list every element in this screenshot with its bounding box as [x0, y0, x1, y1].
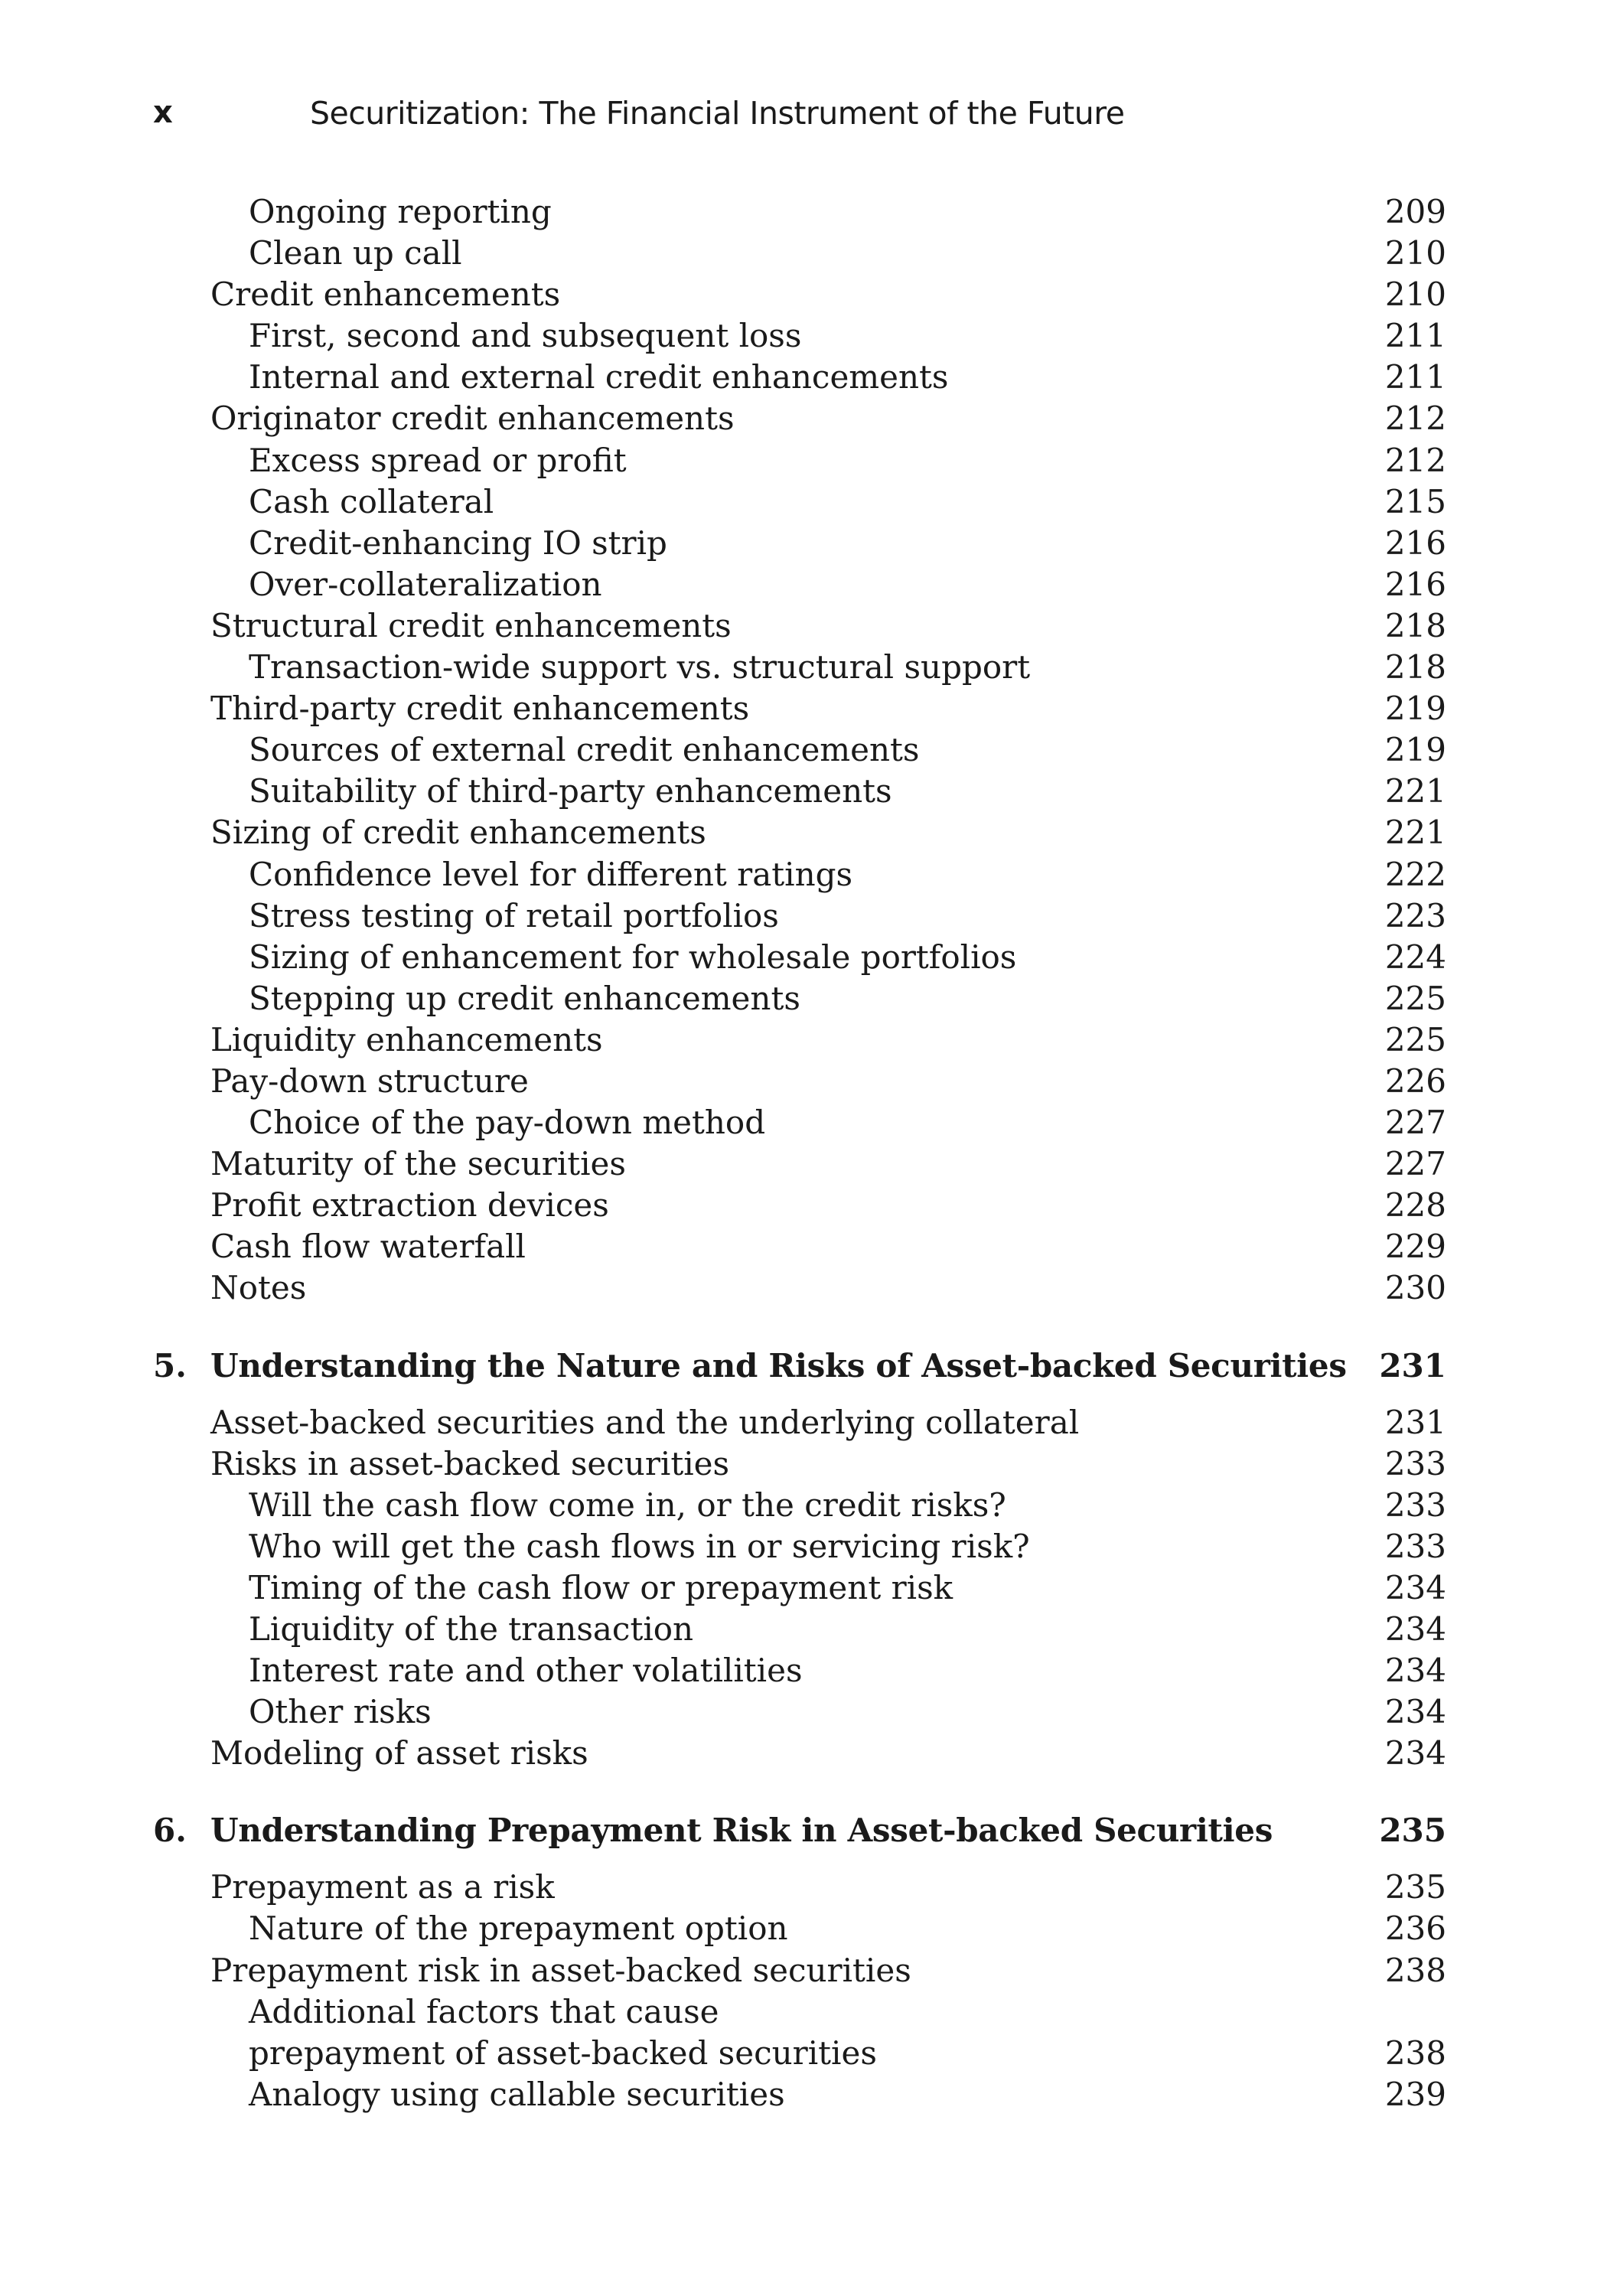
- chapter-page-number: 235: [1379, 1812, 1446, 1850]
- toc-entry-page: 216: [1384, 565, 1446, 603]
- toc-entry[interactable]: [0, 771, 1607, 812]
- toc-entry-label: Other risks: [249, 1693, 432, 1731]
- toc-entry[interactable]: [0, 647, 1607, 688]
- toc-entry[interactable]: [0, 688, 1607, 729]
- toc-entry-label: Will the cash flow come in, or the credit risks?: [249, 1486, 1006, 1524]
- toc-entry[interactable]: [0, 1226, 1607, 1267]
- toc-entry-page: 230: [1384, 1269, 1446, 1307]
- toc-entry-label: Interest rate and other volatilities: [249, 1652, 803, 1690]
- toc-entry[interactable]: [0, 481, 1607, 523]
- toc-entry-label: Ongoing reporting: [249, 193, 552, 230]
- toc-entry[interactable]: [0, 1185, 1607, 1226]
- toc-entry-page: 219: [1384, 731, 1446, 769]
- toc-entry-page: 216: [1384, 523, 1446, 562]
- toc-entry-page: 238: [1384, 1951, 1446, 1989]
- toc-entry[interactable]: [0, 1443, 1607, 1485]
- toc-entry[interactable]: [0, 233, 1607, 274]
- toc-entry-label: Prepayment as a risk: [210, 1868, 555, 1906]
- toc-entry-label: Maturity of the securities: [210, 1145, 626, 1183]
- toc-entry[interactable]: [0, 274, 1607, 315]
- toc-entry-label: Sizing of credit enhancements: [210, 814, 706, 852]
- toc-entry[interactable]: [0, 1691, 1607, 1733]
- toc-entry-page: 233: [1384, 1527, 1446, 1565]
- toc-entry[interactable]: [0, 854, 1607, 895]
- toc-entry[interactable]: [0, 1402, 1607, 1443]
- toc-entry[interactable]: [0, 1609, 1607, 1650]
- toc-entry[interactable]: [0, 978, 1607, 1019]
- toc-entry-page: 227: [1384, 1145, 1446, 1183]
- toc-entry-label: Suitability of third-party enhancements: [249, 772, 892, 810]
- chapter-title: Understanding Prepayment Risk in Asset-backed Securities: [210, 1812, 1273, 1850]
- toc-entry-label: Timing of the cash flow or prepayment risk: [249, 1568, 953, 1606]
- toc-section-chapter4-continued: [0, 191, 1607, 1309]
- toc-entry-label: Prepayment risk in asset-backed securities: [210, 1951, 911, 1989]
- toc-entry[interactable]: [0, 191, 1607, 233]
- toc-entry[interactable]: [0, 1567, 1607, 1609]
- toc-entry[interactable]: [0, 1061, 1607, 1102]
- toc-section-chapter5: [0, 1402, 1607, 1775]
- toc-entry[interactable]: [0, 605, 1607, 647]
- toc-entry-page: 234: [1384, 1610, 1446, 1648]
- toc-entry-page: 215: [1384, 482, 1446, 520]
- toc-entry-page: 222: [1384, 855, 1446, 893]
- toc-entry-label: Over-collateralization: [249, 565, 602, 603]
- toc-entry[interactable]: [0, 1267, 1607, 1309]
- toc-entry-label: Internal and external credit enhancements: [249, 358, 949, 396]
- toc-entry-page: 236: [1384, 1910, 1446, 1948]
- toc-entry-page: 238: [1384, 2033, 1446, 2072]
- toc-entry-page: 218: [1384, 648, 1446, 687]
- toc-entry[interactable]: [0, 1733, 1607, 1774]
- toc-entry-label: Additional factors that cause: [249, 1992, 719, 2030]
- chapter-page-number: 231: [1379, 1346, 1446, 1384]
- toc-entry-page: 221: [1384, 814, 1446, 852]
- toc-entry-label: First, second and subsequent loss: [249, 317, 802, 355]
- toc-entry[interactable]: [0, 2074, 1607, 2115]
- toc-entry-page: 234: [1384, 1652, 1446, 1690]
- toc-entry[interactable]: [0, 1102, 1607, 1143]
- toc-entry[interactable]: [0, 1143, 1607, 1185]
- toc-entry-label: Nature of the prepayment option: [249, 1910, 788, 1948]
- toc-entry-label: Cash collateral: [249, 482, 494, 520]
- toc-entry-page: 226: [1384, 1062, 1446, 1100]
- toc-entry-page: 211: [1384, 358, 1446, 396]
- toc-entry-label: Sizing of enhancement for wholesale portfolios: [249, 938, 1017, 976]
- toc-entry-page: 225: [1384, 1020, 1446, 1058]
- toc-entry-page: 231: [1384, 1403, 1446, 1441]
- chapter-title: Understanding the Nature and Risks of Asset-backed Securities: [210, 1346, 1347, 1384]
- toc-entry[interactable]: [0, 1867, 1607, 1908]
- toc-entry-label: Modeling of asset risks: [210, 1734, 588, 1773]
- chapter-heading-5[interactable]: [0, 1343, 1607, 1389]
- toc-entry[interactable]: [0, 1019, 1607, 1061]
- chapter-number: 5.: [153, 1346, 187, 1384]
- toc-entry-page: 223: [1384, 896, 1446, 934]
- chapter-number: 6.: [153, 1812, 187, 1850]
- toc-entry-page: 228: [1384, 1186, 1446, 1225]
- toc-entry-label: Profit extraction devices: [210, 1186, 609, 1225]
- toc-entry-label: Stress testing of retail portfolios: [249, 896, 779, 934]
- toc-entry-label: Credit-enhancing IO strip: [249, 523, 667, 562]
- toc-entry-page: 224: [1384, 938, 1446, 976]
- toc-entry[interactable]: [0, 357, 1607, 398]
- page-folio: x: [153, 95, 173, 130]
- toc-entry-page: 211: [1384, 317, 1446, 355]
- toc-entry-label: Credit enhancements: [210, 276, 561, 314]
- toc-entry[interactable]: [0, 440, 1607, 481]
- toc-entry-label: Excess spread or profit: [249, 441, 627, 479]
- toc-entry-page: 235: [1384, 1868, 1446, 1906]
- toc-entry[interactable]: [0, 523, 1607, 564]
- toc-entry-label: Liquidity of the transaction: [249, 1610, 694, 1648]
- toc-entry[interactable]: [0, 2033, 1607, 2074]
- toc-entry-page: 227: [1384, 1104, 1446, 1142]
- toc-entry[interactable]: [0, 398, 1607, 439]
- toc-entry[interactable]: [0, 895, 1607, 937]
- toc-entry-label: Cash flow waterfall: [210, 1228, 526, 1266]
- toc-entry-page: 210: [1384, 234, 1446, 272]
- toc-entry-page: 229: [1384, 1228, 1446, 1266]
- toc-entry[interactable]: [0, 564, 1607, 605]
- chapter-heading-6[interactable]: [0, 1808, 1607, 1854]
- toc-entry-page: 212: [1384, 400, 1446, 438]
- toc-entry[interactable]: [0, 315, 1607, 357]
- toc-entry[interactable]: [0, 937, 1607, 978]
- table-of-contents: [0, 191, 1607, 2115]
- toc-entry-page: 221: [1384, 772, 1446, 810]
- toc-entry[interactable]: [0, 1908, 1607, 1949]
- toc-entry-page: 234: [1384, 1568, 1446, 1606]
- toc-entry-label: Who will get the cash flows in or servicing risk?: [249, 1527, 1030, 1565]
- running-head: [153, 95, 1454, 141]
- toc-entry-page: 219: [1384, 690, 1446, 728]
- toc-entry-label: Originator credit enhancements: [210, 400, 735, 438]
- toc-entry-label: Pay-down structure: [210, 1062, 529, 1100]
- toc-section-chapter6: [0, 1867, 1607, 2115]
- toc-entry-page: 233: [1384, 1486, 1446, 1524]
- toc-entry[interactable]: [0, 1991, 1607, 2033]
- toc-entry[interactable]: [0, 1950, 1607, 1991]
- toc-entry-label: Asset-backed securities and the underlying collateral: [210, 1403, 1080, 1441]
- toc-entry[interactable]: [0, 1526, 1607, 1567]
- toc-entry[interactable]: [0, 1485, 1607, 1526]
- toc-entry[interactable]: [0, 812, 1607, 853]
- toc-entry-page: 233: [1384, 1444, 1446, 1482]
- toc-entry-page: 225: [1384, 979, 1446, 1017]
- toc-entry-label: Liquidity enhancements: [210, 1020, 603, 1058]
- toc-entry-page: 212: [1384, 441, 1446, 479]
- toc-entry-label: Structural credit enhancements: [210, 606, 732, 644]
- toc-entry-label: Transaction-wide support vs. structural support: [249, 648, 1031, 687]
- toc-entry-page: 210: [1384, 276, 1446, 314]
- toc-entry-label: Clean up call: [249, 234, 462, 272]
- toc-entry-label: Risks in asset-backed securities: [210, 1444, 730, 1482]
- toc-entry-label: Sources of external credit enhancements: [249, 731, 920, 769]
- toc-entry-label: Analogy using callable securities: [249, 2075, 785, 2113]
- toc-entry-page: 218: [1384, 606, 1446, 644]
- toc-entry-label: Confidence level for different ratings: [249, 855, 853, 893]
- running-head-title: Securitization: The Financial Instrument of the Future: [310, 95, 1125, 132]
- toc-entry-page: 209: [1384, 193, 1446, 230]
- toc-entry[interactable]: [0, 729, 1607, 771]
- toc-entry-page: 234: [1384, 1693, 1446, 1731]
- toc-entry-page: 239: [1384, 2075, 1446, 2113]
- toc-entry-label: Notes: [210, 1269, 307, 1307]
- toc-entry-label: Stepping up credit enhancements: [249, 979, 800, 1017]
- toc-entry-label: prepayment of asset-backed securities: [249, 2033, 877, 2072]
- toc-entry-label: Third-party credit enhancements: [210, 690, 750, 728]
- toc-entry-page: 234: [1384, 1734, 1446, 1773]
- toc-entry[interactable]: [0, 1650, 1607, 1691]
- toc-entry-label: Choice of the pay-down method: [249, 1104, 766, 1142]
